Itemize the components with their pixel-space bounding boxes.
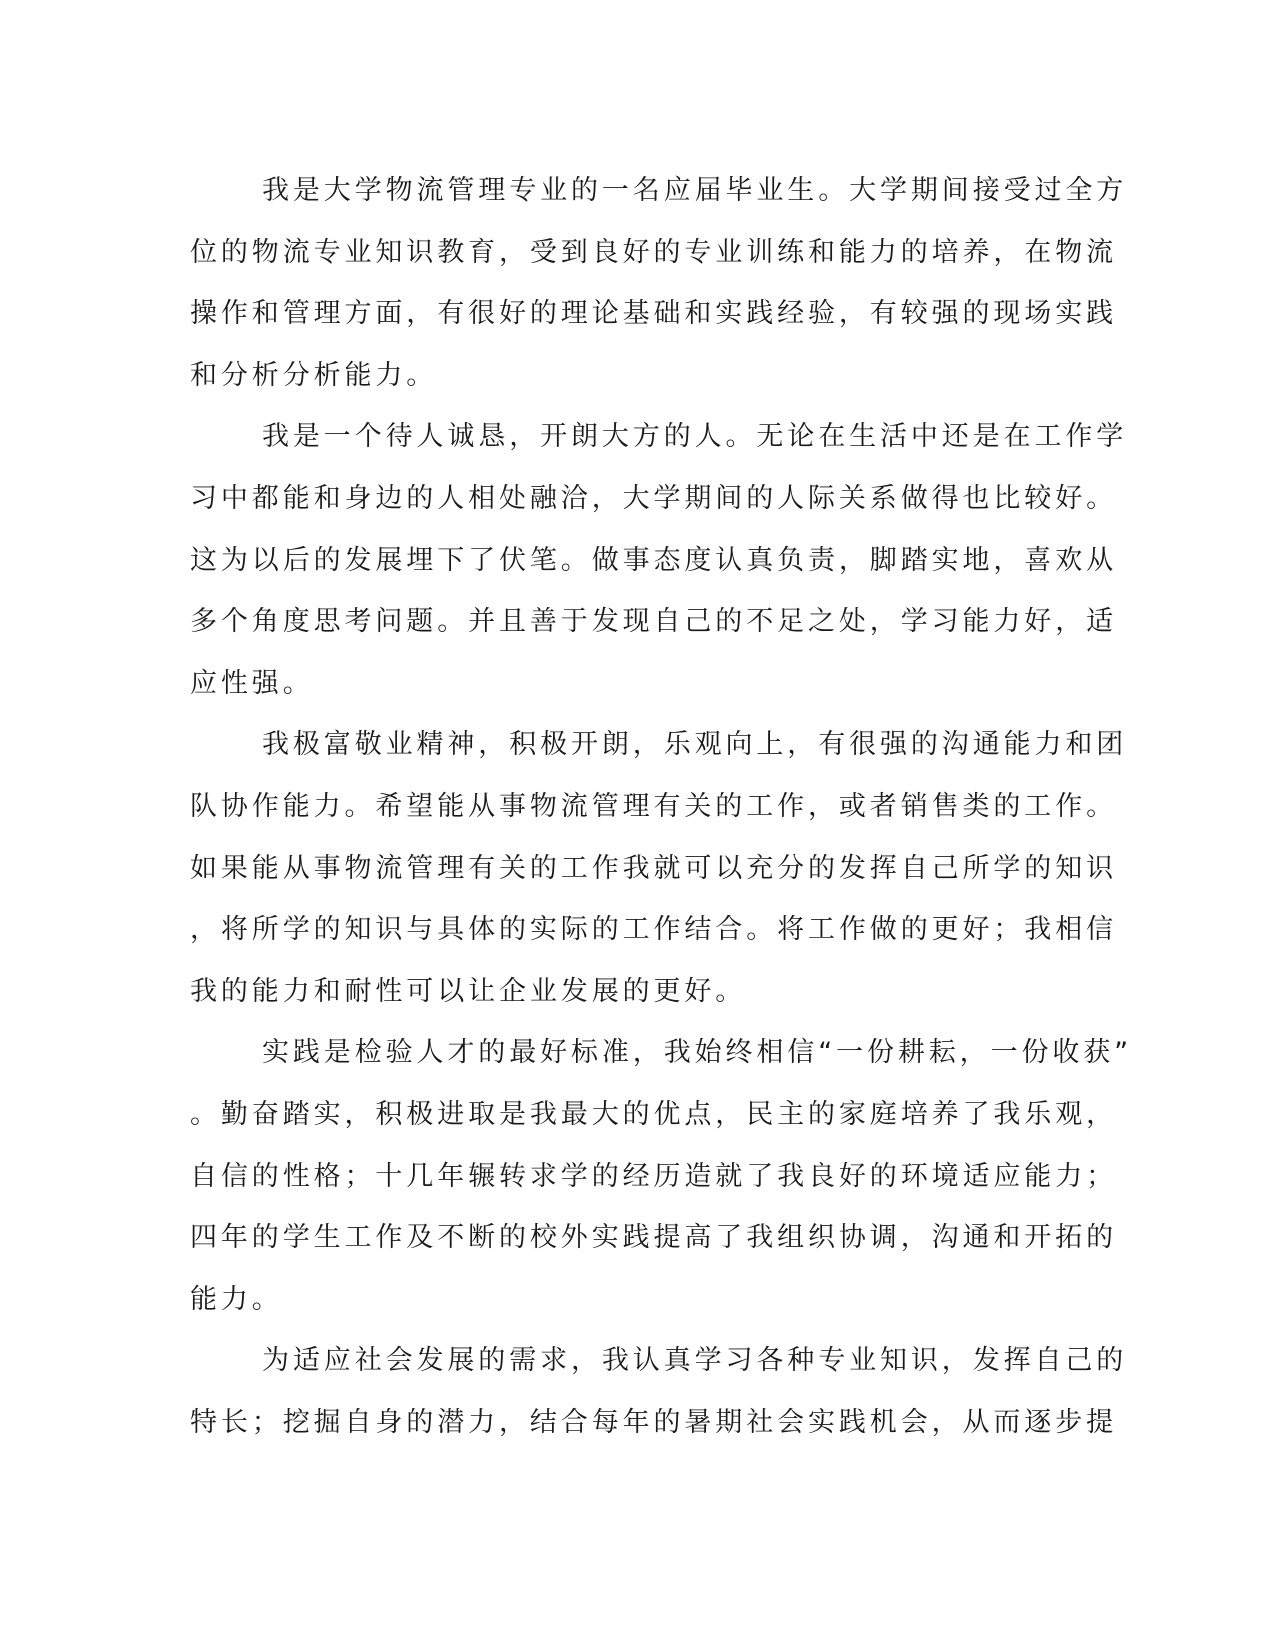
paragraph-4-line-1: 实践是检验人才的最好标准，我始终相信“一份耕耘，一份收获”	[262, 1037, 1133, 1069]
paragraph-1-line-2: 位的物流专业知识教育，受到良好的专业训练和能力的培养，在物流	[190, 236, 1117, 268]
paragraph-1-line-1: 我是大学物流管理专业的一名应届毕业生。大学期间接受过全方	[262, 175, 1128, 206]
paragraph-1-line-4: 和分析分析能力。	[190, 359, 438, 391]
paragraph-2-line-4: 多个角度思考问题。并且善于发现自己的不足之处，学习能力好，适	[190, 606, 1117, 638]
paragraph-4-line-3: 自信的性格；十几年辗转求学的经历造就了我良好的环境适应能力；	[190, 1160, 1117, 1192]
paragraph-5-line-1: 为适应社会发展的需求，我认真学习各种专业知识，发挥自己的	[262, 1345, 1128, 1377]
paragraph-3-line-2: 队协作能力。希望能从事物流管理有关的工作，或者销售类的工作。	[190, 790, 1117, 822]
paragraph-2-line-2: 习中都能和身边的人相处融洽，大学期间的人际关系做得也比较好。	[190, 482, 1117, 514]
paragraph-4-line-5: 能力。	[190, 1283, 283, 1315]
paragraph-3-line-3: 如果能从事物流管理有关的工作我就可以充分的发挥自己所学的知识	[190, 852, 1117, 884]
paragraph-3-line-1: 我极富敬业精神，积极开朗，乐观向上，有很强的沟通能力和团	[262, 729, 1128, 761]
paragraph-2-line-3: 这为以后的发展埋下了伏笔。做事态度认真负责，脚踏实地，喜欢从	[190, 544, 1117, 576]
paragraph-1-line-3: 操作和管理方面，有很好的理论基础和实践经验，有较强的现场实践	[190, 298, 1117, 330]
paragraph-4-line-4: 四年的学生工作及不断的校外实践提高了我组织协调，沟通和开拓的	[190, 1222, 1117, 1254]
paragraph-2-line-5: 应性强。	[190, 667, 314, 699]
paragraph-5-line-2: 特长；挖掘自身的潜力，结合每年的暑期社会实践机会，从而逐步提	[190, 1406, 1117, 1438]
paragraph-2-line-1: 我是一个待人诚恳，开朗大方的人。无论在生活中还是在工作学	[262, 421, 1128, 453]
document-body	[190, 160, 1133, 1453]
paragraph-3-line-5: 我的能力和耐性可以让企业发展的更好。	[190, 975, 747, 1007]
paragraph-3-line-4: ，将所学的知识与具体的实际的工作结合。将工作做的更好；我相信	[190, 914, 1117, 946]
paragraph-4-line-2: 。勤奋踏实，积极进取是我最大的优点，民主的家庭培养了我乐观，	[190, 1098, 1117, 1130]
